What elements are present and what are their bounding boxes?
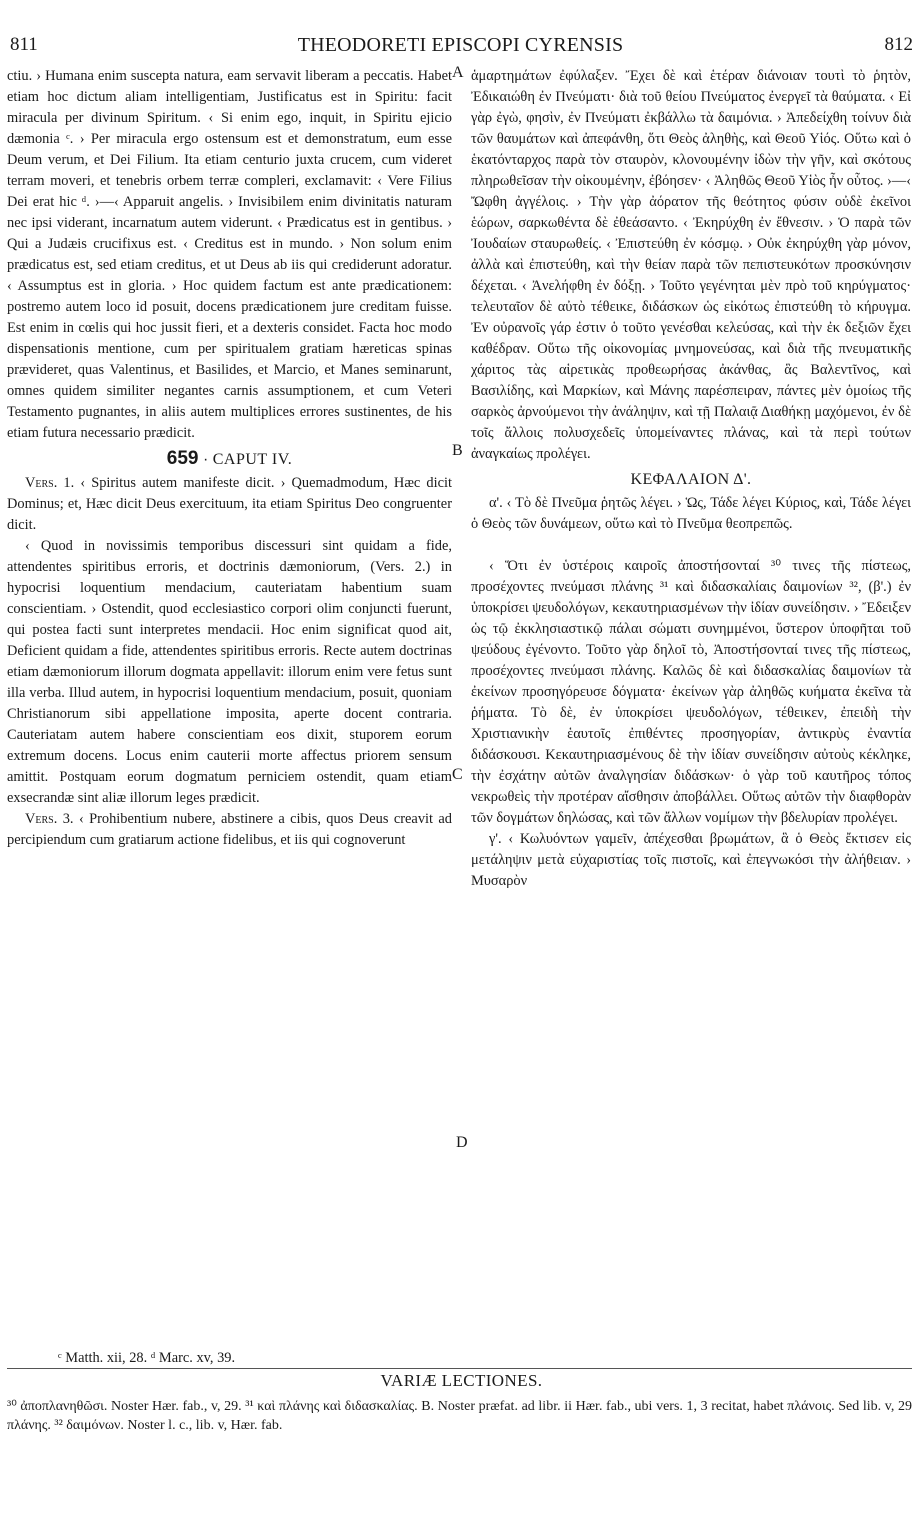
latin-column — [7, 66, 452, 851]
greek-verse-3-text: ‹ Κωλυόντων γαμεῖν, ἀπέχεσθαι βρωμάτων, ἃ ὁ Θεὸς ἔκτισεν εἰς μετάληψιν μετὰ εὐχαριστίας τοῖς πιστοῖς, καὶ ἐπεγνωκόσι τὴν ἀλήθειαν. › Μυσαρὸν — [471, 831, 911, 889]
margin-letter-c: C — [452, 766, 463, 783]
greek-paragraph-1: ἁμαρτημάτων ἐφύλαξεν. Ἔχει δὲ καὶ ἑτέραν διάνοιαν τουτὶ τὸ ῥητὸν, Ἐδικαιώθη ἐν Πνεύματι· διὰ τοῦ θείου Πνεύματος ἐνεργεῖ τὰ θαύματα. ‹ Εἰ γὰρ ἐγὼ, φησὶν, ἐν Πνεύματι ἐκβάλλω τὰ δαιμόνια. › Ἀπεδείχθη τοίνυν διὰ τῶν θαυμάτων καὶ ἀπεφάνθη, ὅτι Θεὸς ἀληθὴς, καὶ Θεοῦ Υἱός. Οὕτω καὶ ὁ ἑκατόνταρχος παρὰ τὸν σταυρὸν, κλονουμένην ἰδὼν τὴν γῆν, καὶ σκότους πληρωθεῖσαν τὴν οἰκουμένην, ἐβόησεν· ‹ Ἀληθῶς Θεοῦ Υἱὸς ἦν οὗτος. ›—‹ Ὤφθη ἀγγέλοις. › Τὴν γὰρ ἀόρατον τῆς θεότητος φύσιν οὐδὲ ἐκεῖνοι ἑώρων, σαρκωθέντα δὲ ἐθεάσαντο. ‹ Ἐκηρύχθη ἐν ἔθνεσιν. › Ὁ παρὰ τῶν Ἰουδαίων σταυρωθείς. ‹ Ἐπιστεύθη ἐν κόσμῳ. › Οὐκ ἐκηρύχθη γὰρ μόνον, ἀλλὰ καὶ ἐπιστεύθη, καὶ τὴν θείαν παρὰ τῶν πεπιστευκότων προσκύνησιν δέχεται. ‹ Ἀνελήφθη ἐν δόξῃ. › Τοῦτο γεγένηται μὲν πρὸ τοῦ κηρύγματος· τελευταῖον δὲ αὐτὸ τέθεικε, διδάσκων ὡς εἰκότως ἐπιστεύθη τὸ κήρυγμα. Ἐν οὐρανοῖς γάρ ἐστιν ὁ τοῦτο γενέσθαι κελεύσας, καὶ τὴν ἐκ δεξιῶν ἔχει καθέδραν. Οὕτω τῆς οἰκονομίας μνημονεύσας, καὶ διὰ τῆς πνευματικῆς χάριτος τὰς αἱρετικὰς προθεωρήσας ἀκάνθας, ἃς Βαλεντῖνος, καὶ Βασιλίδης, καὶ Μαρκίων, καὶ Μάνης παρέσπειραν, πάντες μὲν ὁμοίως τῆς σαρκὸς ἀρνούμενοι τὴν ἀνάληψιν, καὶ τῇ Παλαιᾷ Διαθήκῃ μαχόμενοι, ἐν δὲ τοῖς ἄλλοις πολυσχεδεῖς ὑπομείναντες πλάνας, καὶ τὰ περὶ τούτων ἀναγκαίως προλέγει. — [471, 68, 911, 462]
variae-lectiones-text: ³⁰ ἀποπλανηθῶσι. Noster Hær. fab., v, 29. ³¹ καὶ πλάνης καὶ διδασκαλίας. B. Noster præfat. ad libr. ii Hær. fab., ubi vers. 1, 3 recitat, habet πλάνοις. Sed lib. v, 29 πλάνης. ³² δαιμόνων. Noster l. c., lib. v, Hær. fab. — [7, 1399, 912, 1433]
margin-letter-a: A — [452, 64, 464, 81]
greek-chapter-title: ΚΕΦΑΛΑΙΟΝ Δ'. — [630, 471, 752, 488]
greek-column — [471, 66, 911, 892]
latin-verse-1 — [7, 473, 452, 536]
variae-lectiones-title: VARIÆ LECTIONES. — [380, 1371, 543, 1390]
page-number-left: 811 — [10, 34, 38, 55]
chapter-page-number: 659 — [166, 448, 199, 469]
greek-verse-1-label: α'. — [489, 495, 503, 511]
footnote: ᶜ Matth. xii, 28. ᵈ Marc. xv, 39. — [58, 1350, 236, 1366]
latin-verse-3 — [7, 809, 452, 851]
greek-paragraph-2: ‹ Ὅτι ἐν ὑστέροις καιροῖς ἀποστήσονταί ³⁰ τινες τῆς πίστεως, προσέχοντες πνεύμασι πλάνης ³¹ καὶ διδασκαλίαις δαιμονίων ³², (β'.) ἐν ὑποκρίσει ψευδολόγων, κεκαυτηριασμένων τὴν ἰδίαν συνείδησιν. › Ἔδειξεν ὡς τῷ ἐκκλησιαστικῷ πάλαι σώματι συνημμένοι, ὕστερον ὑποφῆται τοῦ ψεύδους ἐγένοντο. Τοῦτο γὰρ δηλοῖ τὸ, Ἀποστήσονταί τινες τῆς πίστεως, προσέχοντες πνεύμασι πλάνης. Καλῶς δὲ καὶ διδασκαλίας δαιμονίων τὰ ἐκείνων προσηγόρευσε δόγματα· ἐκείνων γὰρ ἀληθῶς κυήματα ἐκεῖνα τὰ ῥήματα. Τὸ δὲ, ἐν ὑποκρίσει ψευδολόγων, τέθεικεν, ἐπειδὴ τὴν Χριστιανικὴν ἑαυτοῖς ἐπιθέντες προσηγορίαν, ἀντικρὺς ἐναντία διδάσκουσι. Κεκαυτηριασμένους δὲ τὴν ἰδίαν συνείδησιν αὐτοὺς κέκληκε, τὴν ἐσχάτην αὐτῶν ἀναλγησίαν διδάσκων· ὁ γὰρ τοῦ καυτῆρος τόπος νεκρωθεὶς τὴν προτέραν αἴσθησιν ἀποβάλλει. Οὕτως αὐτῶν τὴν διαφθορὰν τῶν δογμάτων δηλώσας, καὶ τῶν ἄλλων νομίμων τὴν βδελυρίαν προλέγει. — [471, 558, 911, 826]
latin-chapter-heading: 659 · CAPUT IV. — [166, 448, 293, 469]
page-number-right: 812 — [884, 34, 913, 55]
greek-verse-3-label: γ'. — [489, 831, 502, 847]
latin-paragraph-2: ‹ Quod in novissimis temporibus discessuri sint quidam a fide, attendentes spiritibus erroris, et doctrinis dæmoniorum, (Vers. 2.) in hypocrisi loquentium mendacium, cauteriatam habentium suam conscientiam. › Ostendit, quod ecclesiastico corpori olim conjuncti fuerunt, qui postea facti sunt interpretes mendacii. Hoc enim significat quod ait, Deficient quidam a fide, attendentes spiritibus erroris. Recte autem doctrinas etiam dæmoniorum illorum dogmata appellavit: illorum enim vere fetus sunt illa verba. Illud autem, in hypocrisi loquentium mendacium, posuit, quoniam Christianorum sibi appellatione imposita, aperte docent contraria. Cauteriatam autem habere conscientiam eos dixit, stuporem eorum extremum docens. Locus enim cauterii morte affectus priorem sensum amittit. Postquam eorum dogmatum perniciem ostendit, quam etiam exsecrandæ sint aliæ illorum leges prædicit. — [7, 538, 452, 806]
margin-letter-d: D — [456, 1134, 468, 1151]
divider — [7, 1368, 912, 1369]
latin-verse-3-text: ‹ Prohibentium nubere, abstinere a cibis, quos Deus creavit ad percipiendum cum gratiarum actione fidelibus, et iis qui cognoverunt — [7, 811, 452, 848]
latin-chapter-title: CAPUT IV. — [212, 451, 293, 468]
latin-verse-3-label: Vers. 3. — [25, 811, 74, 827]
latin-verse-1-label: Vers. 1. — [25, 475, 75, 491]
latin-verse-1-text: ‹ Spiritus autem manifeste dicit. › Quemadmodum, Hæc dicit Dominus; et, Hæc dicit Deus exercituum, ita etiam Spiritus Deo congruenter dicit. — [7, 475, 452, 533]
greek-verse-3 — [471, 829, 911, 892]
latin-paragraph-1: ctiu. › Humana enim suscepta natura, eam servavit liberam a peccatis. Habet etiam hoc dictum aliam intelligentiam, Justificatus est in Spiritu: facit miracula per divinum Spiritum. ‹ Si enim ego, inquit, in Spiritu ejicio dæmonia ᶜ. › Per miracula ergo ostensum est et demonstratum, eum esse Deum verum, et Dei Filium. Ita etiam centurio juxta crucem, cum videret terram moveri, et tenebris orbem terræ compleri, exclamavit: ‹ Vere Filius Dei erat hic ᵈ. ›—‹ Apparuit angelis. › Invisibilem enim divinitatis naturam nec ipsi viderant, incarnatum autem viderunt. ‹ Prædicatus est in gentibus. › Qui a Judæis crucifixus est. ‹ Creditus est in mundo. › Non solum enim prædicatus est, sed etiam creditus, et ut Deus ab iis qui crediderunt adoratur. ‹ Assumptus est in gloria. › Hoc quidem factum est ante prædicationem: postremo autem loco id posuit, docens prædicationem jure creditam fuisse. Est enim in cœlis qui hoc jussit fieri, et a dexteris considet. Facta hoc modo dispensationis mentione, cum per spiritualem gratiam hæreticas spinas prævideret, quas Valentinus, et Basilides, et Marcio, et Manes seminarunt, omnes quidem similiter negantes carnis assumptionem, et cum Veteri Testamento pugnantes, in aliis autem multiplices errores sustinentes, de his etiam futura necessario prædicit. — [7, 68, 452, 441]
margin-letter-b: B — [452, 442, 463, 459]
greek-verse-1-text: ‹ Τὸ δὲ Πνεῦμα ῥητῶς λέγει. › Ὡς, Τάδε λέγει Κύριος, καὶ, Τάδε λέγει ὁ Θεὸς τῶν δυνάμεων, οὕτω καὶ τὸ Πνεῦμα θεοπρεπῶς. — [471, 495, 911, 532]
running-title: THEODORETI EPISCOPI CYRENSIS — [297, 34, 624, 56]
page-header — [8, 34, 913, 62]
greek-verse-1 — [471, 493, 911, 535]
